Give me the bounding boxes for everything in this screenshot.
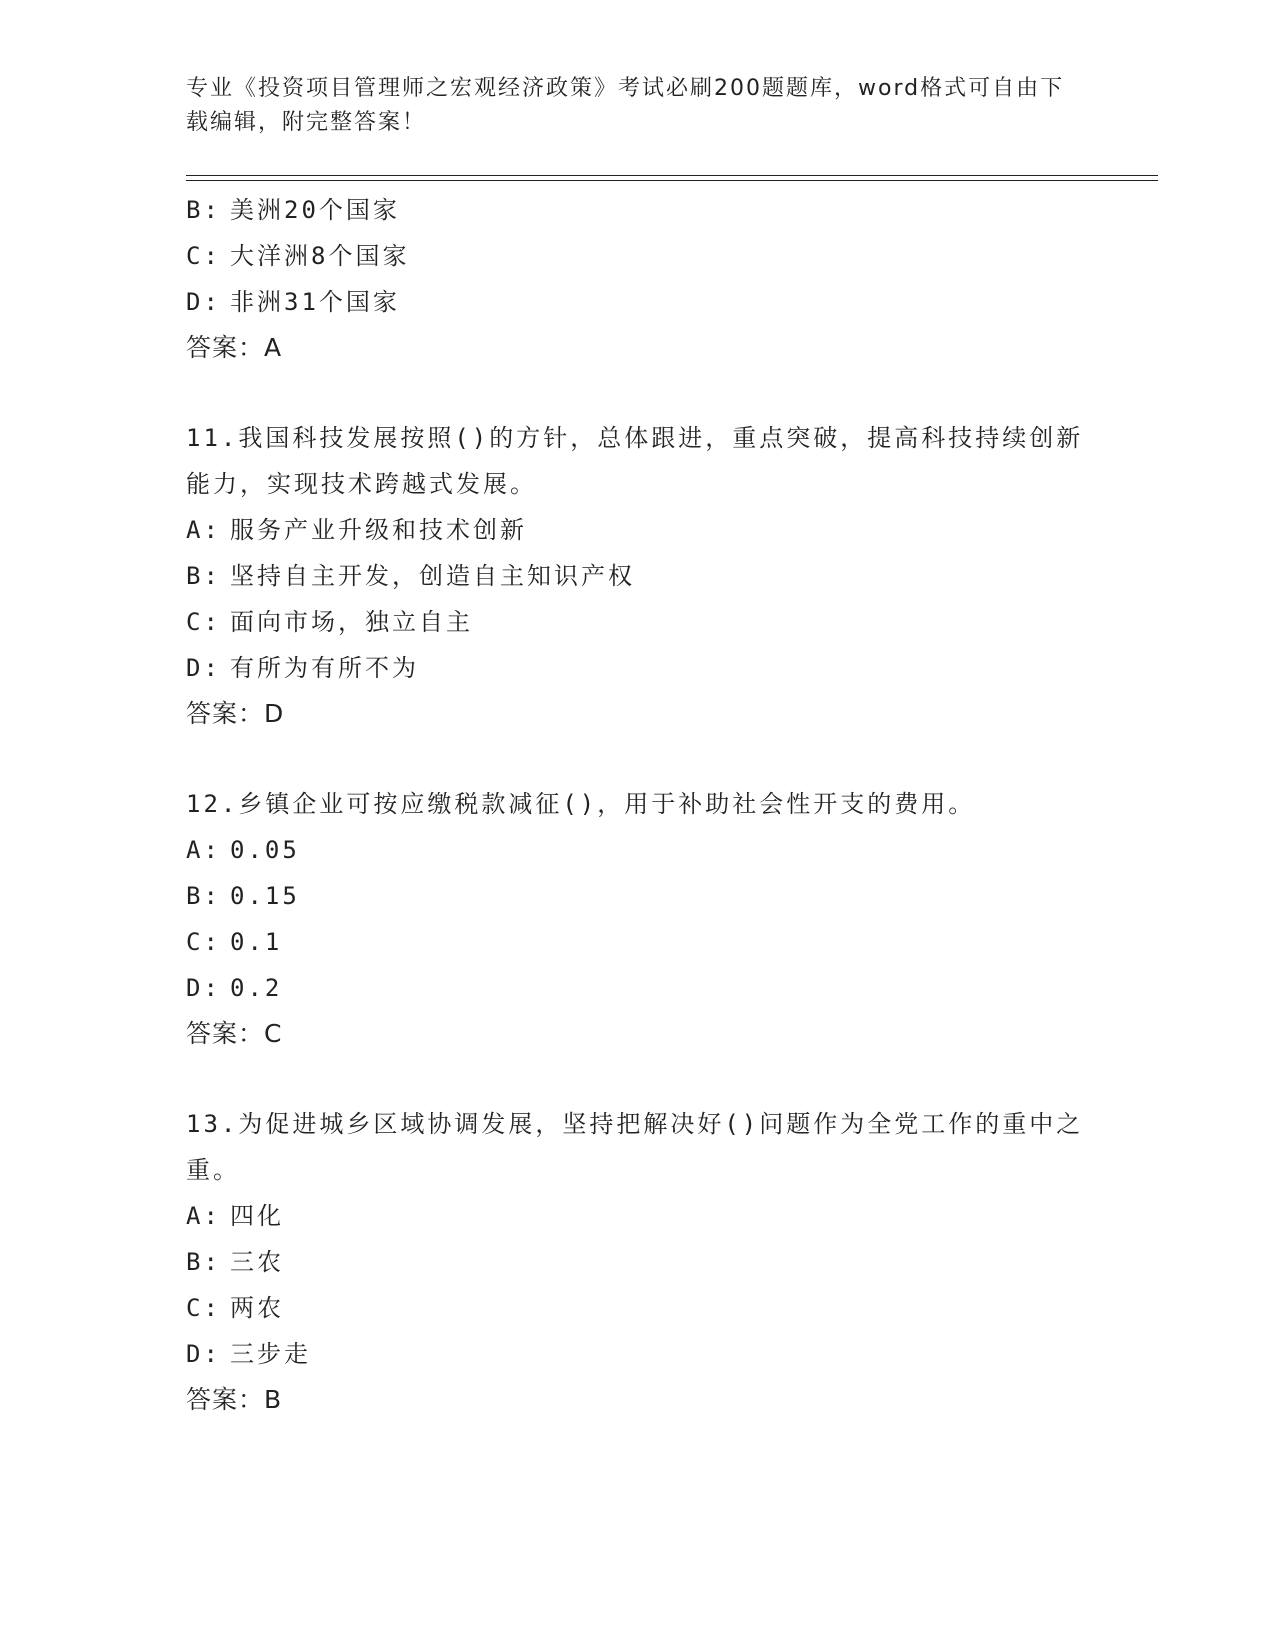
option-c xyxy=(186,233,1086,279)
option-text: 坚持自主开发，创造自主知识产权 xyxy=(230,562,635,590)
option-text: 三步走 xyxy=(230,1340,311,1368)
document-title: 专业《投资项目管理师之宏观经济政策》考试必刷200题题库，word格式可自由下载编辑，附完整答案！ xyxy=(186,76,1065,135)
option-text: 四化 xyxy=(230,1202,284,1230)
option-text: 0.05 xyxy=(230,836,300,864)
option-c xyxy=(186,919,1086,965)
option-text: 美洲20个国家 xyxy=(230,196,400,224)
option-text: 非洲31个国家 xyxy=(230,288,400,316)
option-label: B: xyxy=(186,1248,221,1276)
option-d xyxy=(186,965,1086,1011)
answer-line: 答案：A xyxy=(186,333,283,362)
option-label: A: xyxy=(186,1202,221,1230)
option-text: 0.15 xyxy=(230,882,300,910)
option-text: 面向市场，独立自主 xyxy=(230,608,473,636)
document-header xyxy=(186,72,1086,140)
option-a xyxy=(186,507,1086,553)
option-label: D: xyxy=(186,288,221,316)
option-a xyxy=(186,827,1086,873)
question-12 xyxy=(186,781,1086,1057)
option-text: 有所为有所不为 xyxy=(230,654,419,682)
option-a xyxy=(186,1193,1086,1239)
header-divider-top xyxy=(186,175,1158,176)
option-label: D: xyxy=(186,654,221,682)
option-label: B: xyxy=(186,562,221,590)
option-text: 大洋洲8个国家 xyxy=(230,242,410,270)
option-b xyxy=(186,553,1086,599)
option-label: C: xyxy=(186,608,221,636)
option-label: C: xyxy=(186,928,221,956)
header-divider-bottom xyxy=(186,180,1158,181)
option-d xyxy=(186,645,1086,691)
option-label: D: xyxy=(186,1340,221,1368)
option-c xyxy=(186,599,1086,645)
question-stem: 12.乡镇企业可按应缴税款减征()，用于补助社会性开支的费用。 xyxy=(186,790,976,818)
option-label: D: xyxy=(186,974,221,1002)
option-b xyxy=(186,187,1086,233)
answer-line: 答案：D xyxy=(186,699,285,728)
answer-line: 答案：C xyxy=(186,1019,283,1048)
question-13 xyxy=(186,1101,1086,1423)
option-text: 0.2 xyxy=(230,974,283,1002)
option-d xyxy=(186,1331,1086,1377)
question-stem: 13.为促进城乡区域协调发展，坚持把解决好()问题作为全党工作的重中之重。 xyxy=(186,1110,1084,1184)
answer-line: 答案：B xyxy=(186,1385,283,1414)
option-label: C: xyxy=(186,242,221,270)
question-list xyxy=(186,187,1086,1423)
option-b xyxy=(186,1239,1086,1285)
option-label: B: xyxy=(186,196,221,224)
option-label: A: xyxy=(186,836,221,864)
option-label: C: xyxy=(186,1294,221,1322)
question-10-continued xyxy=(186,187,1086,371)
option-text: 三农 xyxy=(230,1248,284,1276)
option-text: 两农 xyxy=(230,1294,284,1322)
option-text: 0.1 xyxy=(230,928,283,956)
question-11 xyxy=(186,415,1086,737)
option-c xyxy=(186,1285,1086,1331)
option-label: B: xyxy=(186,882,221,910)
question-stem: 11.我国科技发展按照()的方针，总体跟进，重点突破，提高科技持续创新能力，实现技术跨越式发展。 xyxy=(186,424,1084,498)
option-b xyxy=(186,873,1086,919)
option-text: 服务产业升级和技术创新 xyxy=(230,516,527,544)
option-d xyxy=(186,279,1086,325)
option-label: A: xyxy=(186,516,221,544)
